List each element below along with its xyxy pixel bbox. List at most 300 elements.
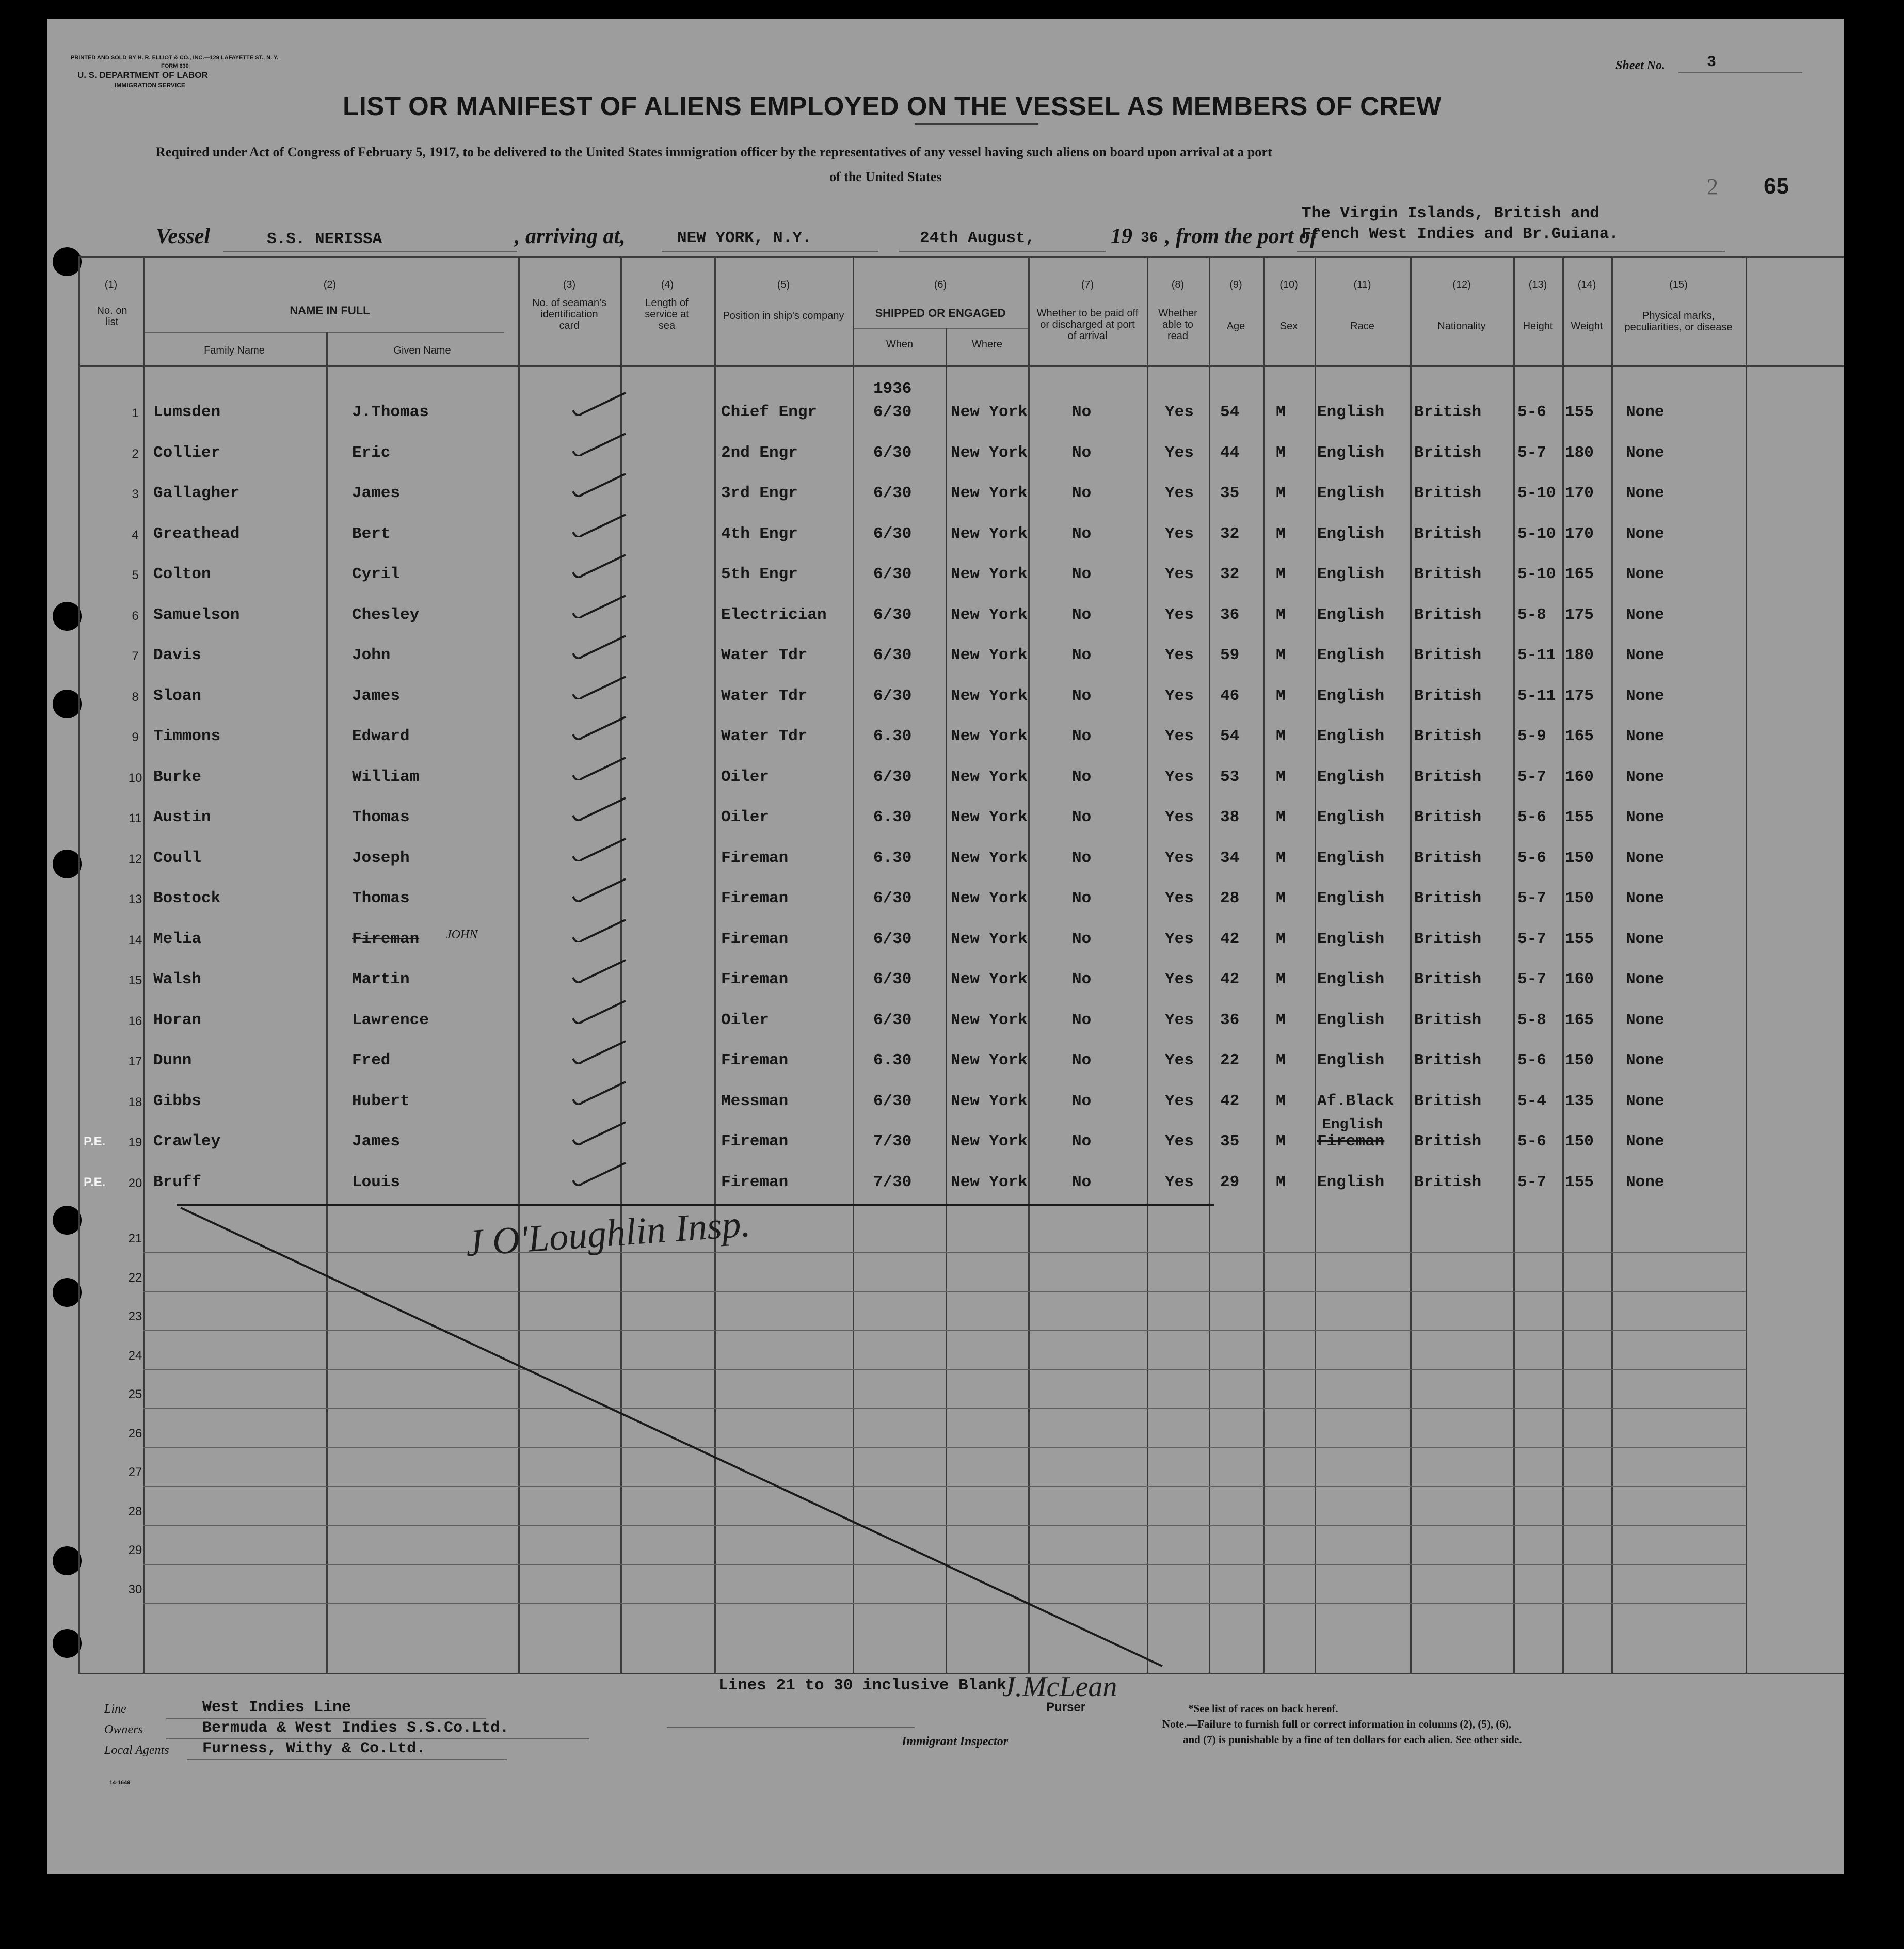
col4-header: Length of service at sea <box>645 297 689 331</box>
cell-weight: 180 <box>1565 444 1594 462</box>
fine-note-line2: and (7) is punishable by a fine of ten dollars for each alien. See other side. <box>1183 1733 1522 1746</box>
arriving-label: , arriving at, <box>515 225 626 248</box>
col2-number: (2) <box>323 279 337 291</box>
cell-marks: None <box>1626 849 1665 867</box>
cell-when: 6.30 <box>873 849 912 867</box>
manifest-sheet <box>47 19 1844 1874</box>
row-number: 20 <box>128 1176 142 1190</box>
cell-where: New York <box>951 1173 1028 1191</box>
cell-position: Water Tdr <box>721 687 808 705</box>
cell-race: Fireman <box>1317 1132 1385 1151</box>
cell-when: 6/30 <box>873 646 912 664</box>
cell-sex: M <box>1276 565 1286 583</box>
owners-label: Owners <box>104 1723 143 1736</box>
row-number: 10 <box>128 771 142 785</box>
cell-height: 5-7 <box>1517 1173 1546 1191</box>
cell-paid: No <box>1072 525 1092 543</box>
row-number: 28 <box>128 1505 142 1519</box>
cell-weight: 170 <box>1565 484 1594 502</box>
inspector-label: Immigrant Inspector <box>902 1735 1009 1748</box>
cell-marks: None <box>1626 1173 1665 1191</box>
cell-sex: M <box>1276 606 1286 624</box>
cell-when: 6/30 <box>873 606 912 624</box>
cell-height: 5-7 <box>1517 930 1546 948</box>
cell-sex: M <box>1276 808 1286 826</box>
cell-marks: None <box>1626 768 1665 786</box>
row-number: 25 <box>128 1387 142 1401</box>
cell-weight: 175 <box>1565 687 1594 705</box>
cell-age: 35 <box>1220 484 1240 502</box>
row-number: 17 <box>128 1055 142 1068</box>
cell-nationality: British <box>1414 930 1482 948</box>
row-number: 14 <box>128 933 142 947</box>
year-note: 1936 <box>873 380 912 398</box>
cell-race: English <box>1317 525 1385 543</box>
col7-header: Whether to be paid off or discharged at port of arrival <box>1036 308 1139 342</box>
margin-mark: 2 <box>1707 174 1718 199</box>
cell-position: Fireman <box>721 1132 789 1151</box>
cell-height: 5-10 <box>1517 525 1556 543</box>
cell-given: John <box>352 646 391 664</box>
cell-where: New York <box>951 646 1028 664</box>
cell-nationality: British <box>1414 444 1482 462</box>
cell-read: Yes <box>1165 930 1194 948</box>
cell-race: English <box>1317 889 1385 907</box>
cell-position: Fireman <box>721 1173 789 1191</box>
from-label: , from the port of <box>1165 225 1318 248</box>
cell-sex: M <box>1276 525 1286 543</box>
cell-given: Joseph <box>352 849 410 867</box>
cell-position: Electrician <box>721 606 827 624</box>
cell-given: Lawrence <box>352 1011 429 1029</box>
cell-given: Hubert <box>352 1092 410 1110</box>
row-number: 15 <box>128 973 142 987</box>
cell-read: Yes <box>1165 889 1194 907</box>
cell-marks: None <box>1626 565 1665 583</box>
cell-when: 6/30 <box>873 444 912 462</box>
row-number: 5 <box>132 568 139 582</box>
cell-nationality: British <box>1414 484 1482 502</box>
col5-number: (5) <box>777 279 790 291</box>
cell-paid: No <box>1072 889 1092 907</box>
cell-nationality: British <box>1414 687 1482 705</box>
cell-read: Yes <box>1165 768 1194 786</box>
cell-family: Bostock <box>153 889 221 907</box>
cell-family: Greathead <box>153 525 240 543</box>
owners-value: Bermuda & West Indies S.S.Co.Ltd. <box>202 1719 509 1737</box>
cell-sex: M <box>1276 889 1286 907</box>
cell-read: Yes <box>1165 606 1194 624</box>
cell-weight: 150 <box>1565 1132 1594 1151</box>
row-number: 2 <box>132 447 139 461</box>
row-number: 23 <box>128 1309 142 1323</box>
cell-read: Yes <box>1165 1011 1194 1029</box>
cell-sex: M <box>1276 727 1286 745</box>
row-number: 8 <box>132 690 139 704</box>
line-value: West Indies Line <box>202 1699 351 1716</box>
cell-when: 6/30 <box>873 970 912 988</box>
cell-when: 6.30 <box>873 1051 912 1069</box>
col2-given-header: Given Name <box>393 345 451 356</box>
cell-age: 42 <box>1220 970 1240 988</box>
row-number: 29 <box>128 1543 142 1557</box>
cell-given: J.Thomas <box>352 403 429 421</box>
cell-position: 5th Engr <box>721 565 798 583</box>
cell-weight: 165 <box>1565 1011 1594 1029</box>
row-number: 18 <box>128 1095 142 1109</box>
cell-sex: M <box>1276 1092 1286 1110</box>
cell-read: Yes <box>1165 1092 1194 1110</box>
cell-when: 6/30 <box>873 1092 912 1110</box>
line-label: Line <box>104 1702 126 1716</box>
cell-given: Louis <box>352 1173 401 1191</box>
row-number: 16 <box>128 1014 142 1028</box>
cell-weight: 155 <box>1565 1173 1594 1191</box>
cell-read: Yes <box>1165 646 1194 664</box>
cell-age: 36 <box>1220 606 1240 624</box>
cell-height: 5-7 <box>1517 444 1546 462</box>
form-number: FORM 630 <box>161 63 189 69</box>
cell-sex: M <box>1276 687 1286 705</box>
cell-height: 5-6 <box>1517 403 1546 421</box>
cell-when: 6/30 <box>873 768 912 786</box>
row-number: 26 <box>128 1427 142 1441</box>
cell-marks: None <box>1626 930 1665 948</box>
cell-weight: 160 <box>1565 768 1594 786</box>
col6-number: (6) <box>934 279 947 291</box>
cell-nationality: British <box>1414 1092 1482 1110</box>
cell-race: English <box>1317 484 1385 502</box>
cell-race: English <box>1317 565 1385 583</box>
cell-when: 6/30 <box>873 525 912 543</box>
cell-position: Water Tdr <box>721 727 808 745</box>
cell-race: English <box>1317 646 1385 664</box>
col2-header: NAME IN FULL <box>290 304 370 317</box>
row-number: 30 <box>128 1583 142 1596</box>
cell-read: Yes <box>1165 808 1194 826</box>
cell-sex: M <box>1276 970 1286 988</box>
cell-paid: No <box>1072 484 1092 502</box>
sheet-number: 3 <box>1707 54 1717 71</box>
cell-height: 5-6 <box>1517 1132 1546 1151</box>
cell-position: Fireman <box>721 849 789 867</box>
year-prefix: 19 <box>1111 225 1132 248</box>
cell-race: English <box>1317 1011 1385 1029</box>
cell-when: 7/30 <box>873 1173 912 1191</box>
cell-where: New York <box>951 687 1028 705</box>
col14-number: (14) <box>1577 279 1596 291</box>
vessel-name: S.S. NERISSA <box>267 230 382 248</box>
blank-lines-note: Lines 21 to 30 inclusive Blank <box>718 1676 1007 1695</box>
col3-number: (3) <box>563 279 576 291</box>
agents-label: Local Agents <box>104 1744 169 1757</box>
cell-family: Crawley <box>153 1132 221 1151</box>
cell-marks: None <box>1626 444 1665 462</box>
cell-age: 28 <box>1220 889 1240 907</box>
cell-age: 54 <box>1220 727 1240 745</box>
cell-position: Oiler <box>721 808 770 826</box>
cell-given: James <box>352 687 401 705</box>
cell-where: New York <box>951 444 1028 462</box>
cell-paid: No <box>1072 606 1092 624</box>
cell-read: Yes <box>1165 970 1194 988</box>
cell-sex: M <box>1276 403 1286 421</box>
row-number: 22 <box>128 1271 142 1285</box>
row-number: 7 <box>132 649 139 663</box>
cell-where: New York <box>951 1132 1028 1151</box>
cell-race: English <box>1317 930 1385 948</box>
cell-paid: No <box>1072 930 1092 948</box>
cell-race: Af.Black <box>1317 1092 1394 1110</box>
cell-weight: 135 <box>1565 1092 1594 1110</box>
row-number: 19 <box>128 1136 142 1149</box>
cell-when: 6.30 <box>873 808 912 826</box>
cell-family: Lumsden <box>153 403 221 421</box>
col9-number: (9) <box>1229 279 1242 291</box>
cell-family: Gallagher <box>153 484 240 502</box>
cell-nationality: British <box>1414 889 1482 907</box>
cell-read: Yes <box>1165 403 1194 421</box>
cell-position: 2nd Engr <box>721 444 798 462</box>
cell-age: 38 <box>1220 808 1240 826</box>
col8-header: Whether able to read <box>1158 308 1197 342</box>
cell-height: 5-7 <box>1517 768 1546 786</box>
cell-race: English <box>1317 1173 1385 1191</box>
cell-marks: None <box>1626 606 1665 624</box>
cell-paid: No <box>1072 444 1092 462</box>
cell-marks: None <box>1626 1132 1665 1151</box>
cell-paid: No <box>1072 849 1092 867</box>
year-suffix: 36 <box>1141 230 1158 246</box>
col4-number: (4) <box>661 279 674 291</box>
cell-position: Chief Engr <box>721 403 818 421</box>
col1-number: (1) <box>104 279 118 291</box>
cell-when: 6/30 <box>873 889 912 907</box>
cell-family: Dunn <box>153 1051 192 1069</box>
cell-family: Davis <box>153 646 202 664</box>
cell-weight: 165 <box>1565 565 1594 583</box>
sheet-label: Sheet No. <box>1615 59 1665 72</box>
cell-position: Fireman <box>721 1051 789 1069</box>
cell-weight: 165 <box>1565 727 1594 745</box>
cell-paid: No <box>1072 1173 1092 1191</box>
cell-age: 32 <box>1220 565 1240 583</box>
cell-marks: None <box>1626 646 1665 664</box>
col14-header: Weight <box>1571 321 1603 332</box>
col6-when-header: When <box>886 339 914 350</box>
fine-note-line1: Note.—Failure to furnish full or correct information in columns (2), (5), (6), <box>1162 1718 1511 1730</box>
cell-given: Eric <box>352 444 391 462</box>
cell-marks: None <box>1626 403 1665 421</box>
cell-family: Colton <box>153 565 211 583</box>
col12-header: Nationality <box>1437 321 1486 332</box>
cell-height: 5-7 <box>1517 970 1546 988</box>
col11-number: (11) <box>1353 279 1371 291</box>
vessel-label: Vessel <box>156 225 210 248</box>
cell-age: 22 <box>1220 1051 1240 1069</box>
cell-race: English <box>1317 727 1385 745</box>
blank-lines-strike <box>47 19 1844 1874</box>
cell-where: New York <box>951 1011 1028 1029</box>
cell-race: English <box>1317 606 1385 624</box>
row-number: 11 <box>129 811 142 825</box>
col5-header: Position in ship's company <box>723 310 844 322</box>
cell-weight: 150 <box>1565 889 1594 907</box>
cell-sex: M <box>1276 1051 1286 1069</box>
col1-header: No. on list <box>97 305 127 328</box>
cell-sex: M <box>1276 646 1286 664</box>
cell-read: Yes <box>1165 1132 1194 1151</box>
cell-given: William <box>352 768 420 786</box>
cell-nationality: British <box>1414 970 1482 988</box>
cell-when: 6.30 <box>873 727 912 745</box>
cell-position: Oiler <box>721 768 770 786</box>
cell-sex: M <box>1276 1132 1286 1151</box>
cell-where: New York <box>951 849 1028 867</box>
cell-age: 59 <box>1220 646 1240 664</box>
col13-number: (13) <box>1528 279 1547 291</box>
cell-given: Fred <box>352 1051 391 1069</box>
row-number: 3 <box>132 487 139 501</box>
cell-age: 53 <box>1220 768 1240 786</box>
cell-read: Yes <box>1165 444 1194 462</box>
cell-race: English <box>1317 403 1385 421</box>
cell-weight: 155 <box>1565 403 1594 421</box>
cell-paid: No <box>1072 1132 1092 1151</box>
cell-weight: 160 <box>1565 970 1594 988</box>
cell-marks: None <box>1626 889 1665 907</box>
cell-where: New York <box>951 768 1028 786</box>
arrival-port: NEW YORK, N.Y. <box>677 229 812 247</box>
inspector-signature: J O'Loughlin Insp. <box>464 1202 752 1265</box>
cell-sex: M <box>1276 444 1286 462</box>
cell-nationality: British <box>1414 808 1482 826</box>
cell-age: 29 <box>1220 1173 1240 1191</box>
col8-number: (8) <box>1171 279 1185 291</box>
cell-when: 6/30 <box>873 687 912 705</box>
cell-paid: No <box>1072 970 1092 988</box>
cell-marks: None <box>1626 1051 1665 1069</box>
cell-height: 5-8 <box>1517 606 1546 624</box>
cell-sex: M <box>1276 1011 1286 1029</box>
cell-paid: No <box>1072 646 1092 664</box>
cell-nationality: British <box>1414 606 1482 624</box>
cell-height: 5-4 <box>1517 1092 1546 1110</box>
cell-weight: 175 <box>1565 606 1594 624</box>
cell-height: 5-10 <box>1517 484 1556 502</box>
cell-read: Yes <box>1165 849 1194 867</box>
cell-marks: None <box>1626 727 1665 745</box>
col7-number: (7) <box>1081 279 1094 291</box>
cell-where: New York <box>951 403 1028 421</box>
cell-race: English <box>1317 1051 1385 1069</box>
row-number: 1 <box>132 406 139 420</box>
cell-family: Coull <box>153 849 202 867</box>
cell-given: James <box>352 484 401 502</box>
cell-family: Melia <box>153 930 202 948</box>
cell-sex: M <box>1276 930 1286 948</box>
cell-age: 46 <box>1220 687 1240 705</box>
cell-paid: No <box>1072 1051 1092 1069</box>
cell-given: Chesley <box>352 606 420 624</box>
cell-height: 5-8 <box>1517 1011 1546 1029</box>
col6-header: SHIPPED OR ENGAGED <box>875 307 1006 319</box>
cell-paid: No <box>1072 768 1092 786</box>
col12-number: (12) <box>1452 279 1471 291</box>
purser-label: Purser <box>1046 1700 1086 1714</box>
col6-where-header: Where <box>972 339 1002 350</box>
cell-family: Austin <box>153 808 211 826</box>
service: IMMIGRATION SERVICE <box>115 82 185 89</box>
cell-family: Samuelson <box>153 606 240 624</box>
cell-read: Yes <box>1165 1051 1194 1069</box>
cell-position: Oiler <box>721 1011 770 1029</box>
cell-age: 34 <box>1220 849 1240 867</box>
cell-where: New York <box>951 606 1028 624</box>
cell-paid: No <box>1072 403 1092 421</box>
page-title: LIST OR MANIFEST OF ALIENS EMPLOYED ON THE VESSEL AS MEMBERS OF CREW <box>343 91 1442 121</box>
row-number: 12 <box>128 852 142 866</box>
cell-nationality: British <box>1414 403 1482 421</box>
from-port-line1: The Virgin Islands, British and <box>1302 204 1599 222</box>
cell-marks: None <box>1626 525 1665 543</box>
cell-sex: M <box>1276 768 1286 786</box>
row-number: 4 <box>132 528 139 542</box>
cell-age: 54 <box>1220 403 1240 421</box>
cell-family: Burke <box>153 768 202 786</box>
col13-header: Height <box>1523 321 1553 332</box>
cell-paid: No <box>1072 727 1092 745</box>
cell-age: 32 <box>1220 525 1240 543</box>
row-number: 21 <box>128 1232 142 1245</box>
cell-height: 5-9 <box>1517 727 1546 745</box>
cell-position: 3rd Engr <box>721 484 798 502</box>
cell-read: Yes <box>1165 565 1194 583</box>
cell-read: Yes <box>1165 727 1194 745</box>
cell-position: Fireman <box>721 930 789 948</box>
cell-when: 6/30 <box>873 565 912 583</box>
cell-sex: M <box>1276 484 1286 502</box>
row-number: 6 <box>132 609 139 623</box>
arrival-date: 24th August, <box>920 229 1035 247</box>
cell-age: 42 <box>1220 1092 1240 1110</box>
cell-given: Bert <box>352 525 391 543</box>
cell-weight: 155 <box>1565 930 1594 948</box>
cell-when: 7/30 <box>873 1132 912 1151</box>
cell-nationality: British <box>1414 1011 1482 1029</box>
cell-race: English <box>1317 768 1385 786</box>
cell-position: Fireman <box>721 889 789 907</box>
cell-nationality: British <box>1414 1173 1482 1191</box>
col15-number: (15) <box>1669 279 1688 291</box>
cell-nationality: British <box>1414 768 1482 786</box>
race-correction: English <box>1322 1117 1383 1133</box>
cell-height: 5-11 <box>1517 646 1556 664</box>
cell-nationality: British <box>1414 727 1482 745</box>
col3-header: No. of seaman's identification card <box>532 297 606 331</box>
cell-read: Yes <box>1165 687 1194 705</box>
page-number: 65 <box>1764 173 1789 199</box>
row-number: 13 <box>128 892 142 906</box>
cell-nationality: British <box>1414 646 1482 664</box>
col9-header: Age <box>1226 321 1245 332</box>
cell-paid: No <box>1072 808 1092 826</box>
col10-number: (10) <box>1279 279 1298 291</box>
cell-position: 4th Engr <box>721 525 798 543</box>
cell-when: 6/30 <box>873 1011 912 1029</box>
cell-age: 44 <box>1220 444 1240 462</box>
cell-where: New York <box>951 970 1028 988</box>
